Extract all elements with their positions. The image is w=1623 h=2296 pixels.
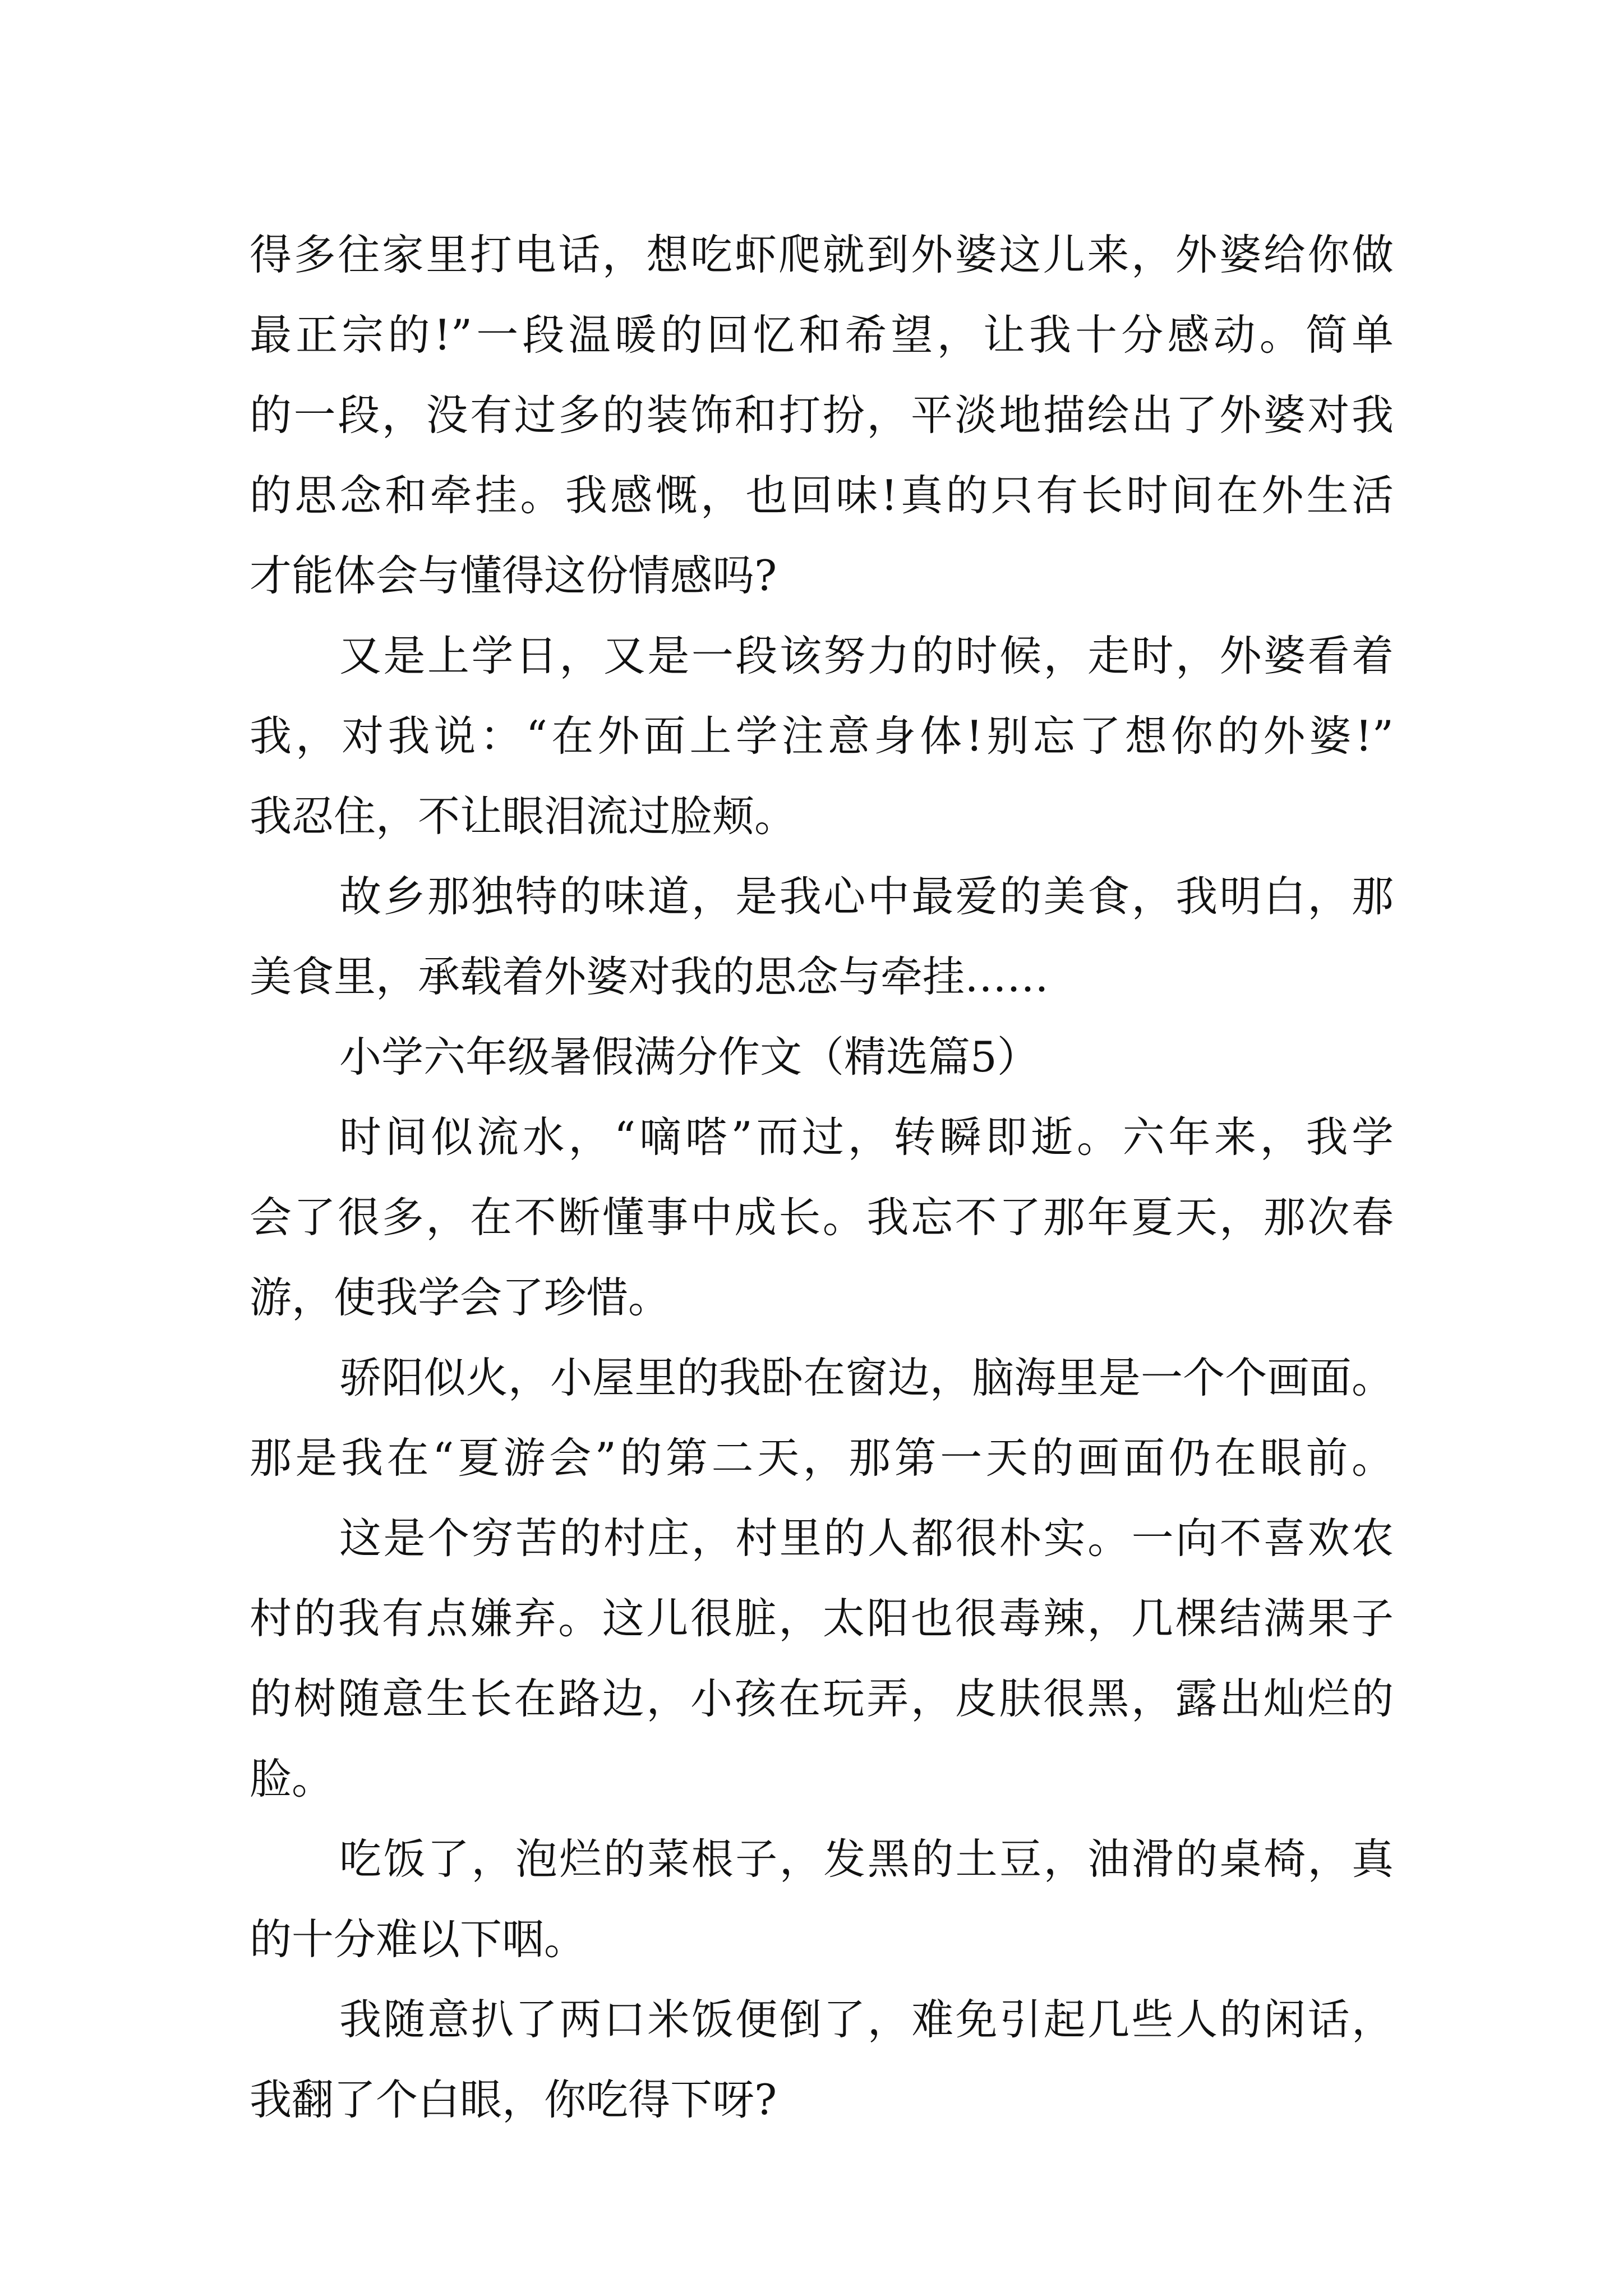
text-line: 美食里，承载着外婆对我的思念与牵挂……	[250, 952, 1049, 1001]
body-text	[250, 215, 1394, 2140]
text-line: 这是个穷苦的村庄，村里的人都很朴实。一向不喜欢农	[339, 1513, 1394, 1563]
text-line: 游，使我学会了珍惜。	[250, 1273, 671, 1322]
text-line: 脸。	[250, 1754, 334, 1803]
text-line: 会了很多，在不断懂事中成长。我忘不了那年夏天，那次春	[250, 1193, 1394, 1242]
text-line: 村的我有点嫌弃。这儿很脏，太阳也很毒辣，几棵结满果子	[250, 1594, 1394, 1643]
text-line: 又是上学日，又是一段该努力的时候，走时，外婆看着	[339, 631, 1394, 680]
text-line: 最正宗的!”一段温暖的回忆和希望，让我十分感动。简单	[250, 310, 1394, 360]
text-line: 时间似流水，“嘀嗒”而过，转瞬即逝。六年来，我学	[339, 1112, 1394, 1162]
text-line: 才能体会与懂得这份情感吗?	[250, 551, 777, 600]
text-line: 小学六年级暑假满分作文（精选篇5）	[339, 1032, 1039, 1082]
text-line: 的十分难以下咽。	[250, 1915, 587, 1964]
text-line: 的思念和牵挂。我感慨，也回味!真的只有长时间在外生活	[250, 471, 1394, 520]
text-line: 吃饭了，泡烂的菜根子，发黑的土豆，油滑的桌椅，真	[339, 1834, 1394, 1884]
text-line: 我，对我说：“在外面上学注意身体!别忘了想你的外婆!”	[250, 711, 1394, 761]
text-line: 得多往家里打电话，想吃虾爬就到外婆这儿来，外婆给你做	[250, 230, 1394, 279]
text-line: 我翻了个白眼，你吃得下呀?	[250, 2075, 777, 2124]
text-line: 的树随意生长在路边，小孩在玩弄，皮肤很黑，露出灿烂的	[250, 1674, 1394, 1723]
text-line: 故乡那独特的味道，是我心中最爱的美食，我明白，那	[339, 872, 1394, 921]
text-line: 那是我在“夏游会”的第二天，那第一天的画面仍在眼前。	[250, 1433, 1394, 1483]
text-line: 我忍住，不让眼泪流过脸颊。	[250, 792, 797, 841]
text-line: 的一段，没有过多的装饰和打扮，平淡地描绘出了外婆对我	[250, 390, 1394, 440]
text-line: 我随意扒了两口米饭便倒了，难免引起几些人的闲话，	[339, 1995, 1394, 2044]
text-line: 骄阳似火，小屋里的我卧在窗边，脑海里是一个个画面。	[339, 1353, 1394, 1402]
